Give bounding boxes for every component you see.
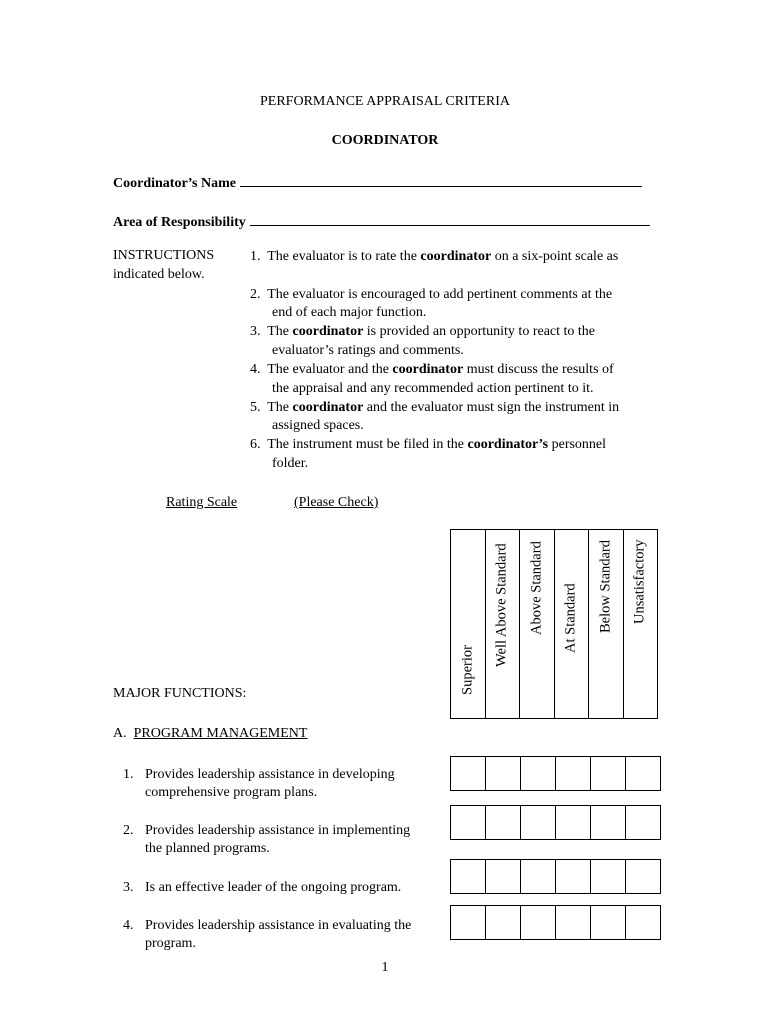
instruction-item-2: 2. The evaluator is encouraged to add pertinent comments at the bbox=[250, 287, 613, 302]
rating-column-above-standard bbox=[520, 530, 555, 719]
coordinator-name-line[interactable] bbox=[240, 172, 642, 187]
instruction-item-1: 1. The evaluator is to rate the coordinator on a six-point scale as bbox=[250, 249, 619, 264]
rating-checkbox[interactable] bbox=[451, 860, 486, 894]
rating-checkbox[interactable] bbox=[556, 906, 591, 940]
rating-checkbox[interactable] bbox=[626, 757, 661, 791]
rating-checkbox-row-2 bbox=[450, 805, 661, 840]
page-title: PERFORMANCE APPRAISAL CRITERIA bbox=[260, 94, 510, 109]
rating-checkbox[interactable] bbox=[486, 860, 521, 894]
instructions-heading: INSTRUCTIONS bbox=[113, 248, 215, 263]
rating-checkbox[interactable] bbox=[556, 806, 591, 840]
instruction-item-5-line2: assigned spaces. bbox=[272, 418, 364, 433]
rating-checkbox[interactable] bbox=[486, 757, 521, 791]
rating-checkbox[interactable] bbox=[486, 906, 521, 940]
page-number: 1 bbox=[381, 960, 389, 975]
section-a-heading bbox=[113, 726, 307, 742]
rating-checkbox[interactable] bbox=[556, 757, 591, 791]
instructions-continuation: indicated below. bbox=[113, 267, 205, 282]
rating-header-table bbox=[450, 529, 658, 719]
rating-checkbox[interactable] bbox=[556, 860, 591, 894]
rating-checkbox[interactable] bbox=[451, 806, 486, 840]
rating-checkbox[interactable] bbox=[626, 906, 661, 940]
rating-checkbox[interactable] bbox=[626, 806, 661, 840]
rating-checkbox[interactable] bbox=[451, 757, 486, 791]
major-functions-label: MAJOR FUNCTIONS: bbox=[113, 686, 247, 701]
rating-checkbox-row-4 bbox=[450, 905, 661, 940]
rating-checkbox[interactable] bbox=[521, 860, 556, 894]
coordinator-name-label: Coordinator’s Name bbox=[113, 176, 236, 191]
rating-column-label: Superior bbox=[459, 645, 476, 695]
rating-checkbox[interactable] bbox=[591, 860, 626, 894]
rating-column-well-above-standard bbox=[485, 530, 520, 719]
area-of-responsibility-label: Area of Responsibility bbox=[113, 215, 246, 230]
rating-checkbox[interactable] bbox=[591, 806, 626, 840]
instruction-item-3-line2: evaluator’s ratings and comments. bbox=[272, 343, 464, 358]
page-subtitle: COORDINATOR bbox=[331, 133, 439, 148]
section-a-title: PROGRAM MANAGEMENT bbox=[133, 726, 308, 741]
rating-checkbox[interactable] bbox=[521, 906, 556, 940]
rating-checkbox[interactable] bbox=[451, 906, 486, 940]
rating-column-below-standard bbox=[589, 530, 624, 719]
instruction-item-6: 6. The instrument must be filed in the coordinator’s personnel bbox=[250, 437, 607, 452]
area-of-responsibility-field bbox=[113, 211, 650, 231]
rating-checkbox[interactable] bbox=[591, 906, 626, 940]
rating-column-label: Below Standard bbox=[597, 539, 614, 633]
section-a-letter: A. bbox=[113, 726, 127, 741]
rating-checkbox-row-1 bbox=[450, 756, 661, 791]
rating-column-label: Well Above Standard bbox=[493, 543, 510, 667]
instruction-item-2-line2: end of each major function. bbox=[272, 305, 427, 320]
rating-checkbox[interactable] bbox=[591, 757, 626, 791]
area-of-responsibility-line[interactable] bbox=[250, 211, 650, 226]
instruction-item-4: 4. The evaluator and the coordinator must discuss the results of bbox=[250, 362, 614, 377]
rating-column-label: Unsatisfactory bbox=[631, 539, 648, 624]
rating-column-label: At Standard bbox=[562, 583, 579, 653]
rating-checkbox[interactable] bbox=[521, 806, 556, 840]
please-check-label: (Please Check) bbox=[294, 495, 379, 510]
rating-column-label: Above Standard bbox=[528, 541, 545, 635]
instruction-item-4-line2: the appraisal and any recommended action pertinent to it. bbox=[272, 381, 594, 396]
instruction-item-3: 3. The coordinator is provided an opportunity to react to the bbox=[250, 324, 596, 339]
rating-scale-label: Rating Scale bbox=[166, 495, 238, 510]
rating-column-unsatisfactory bbox=[623, 530, 658, 719]
rating-column-at-standard bbox=[554, 530, 589, 719]
coordinator-name-field bbox=[113, 172, 642, 192]
rating-checkbox[interactable] bbox=[486, 806, 521, 840]
instruction-item-5: 5. The coordinator and the evaluator must sign the instrument in bbox=[250, 400, 620, 415]
rating-column-superior bbox=[451, 530, 486, 719]
rating-checkbox[interactable] bbox=[626, 860, 661, 894]
rating-checkbox-row-3 bbox=[450, 859, 661, 894]
instruction-item-6-line2: folder. bbox=[272, 456, 309, 471]
rating-checkbox[interactable] bbox=[521, 757, 556, 791]
